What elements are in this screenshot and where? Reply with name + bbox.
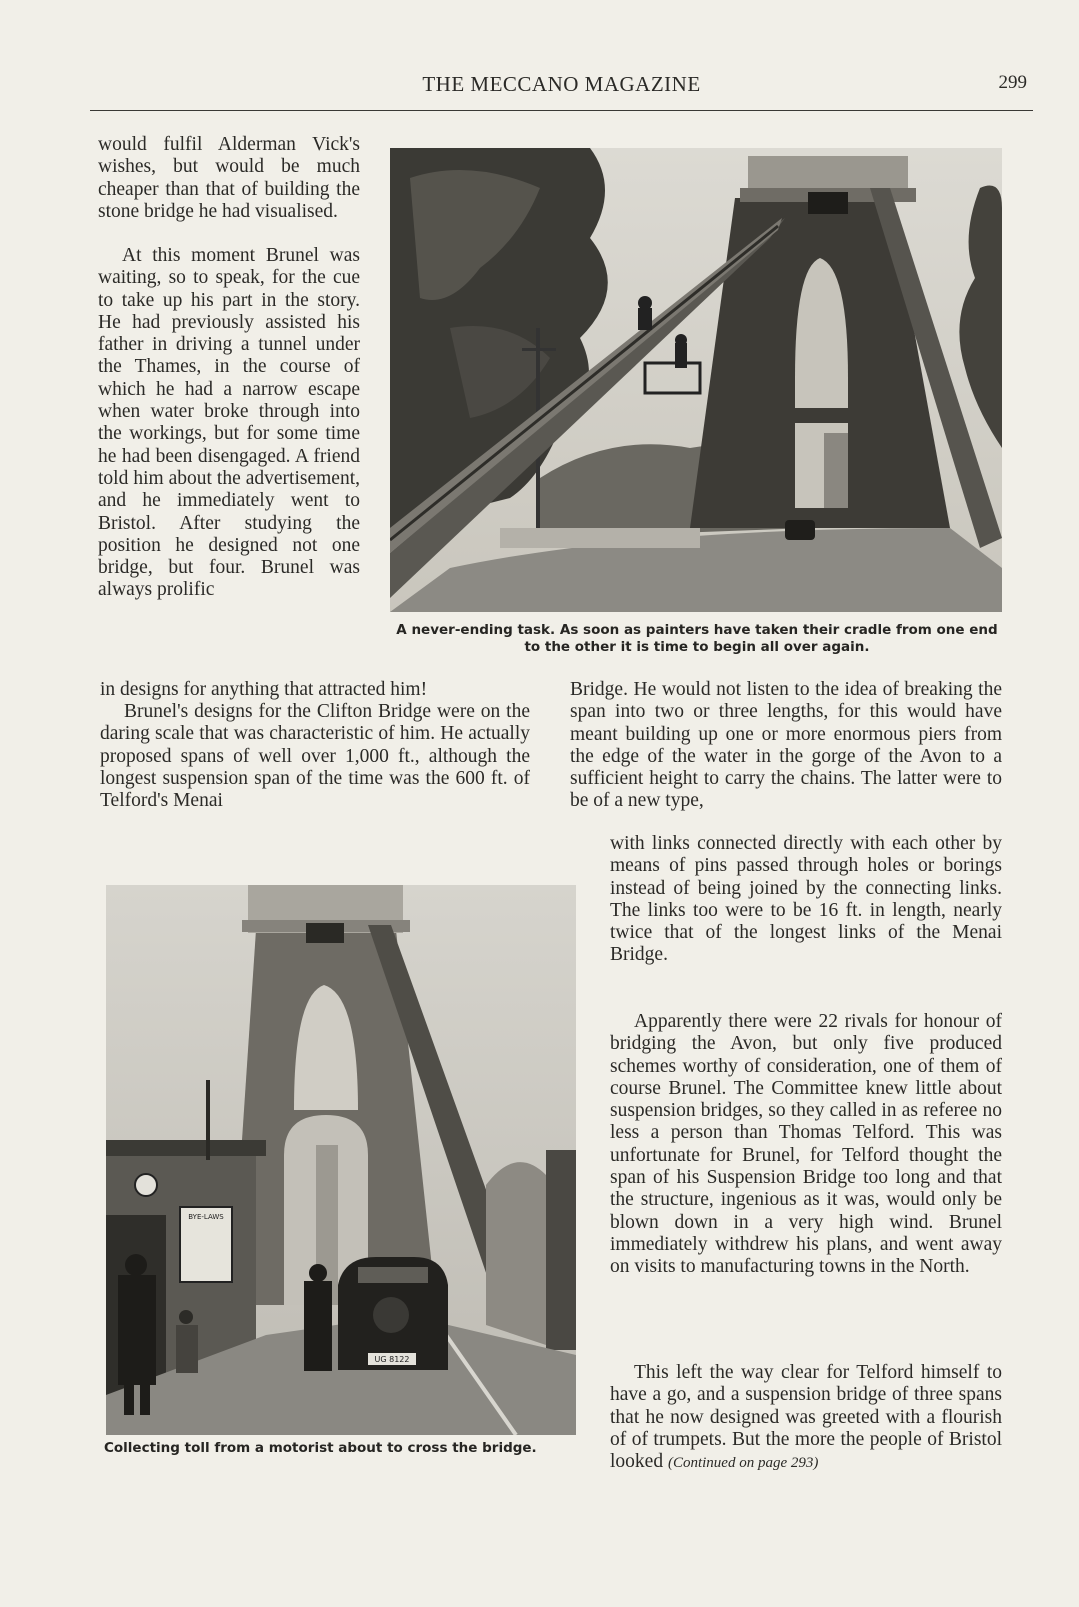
photo-toll-collection [106,885,576,1435]
bridge-tower-painters-image [390,148,1002,612]
running-header [90,70,1033,111]
continued-note: (Continued on page 293) [667,1455,819,1472]
body-paragraph-1: would fulfil Alderman Vick's wishes, but would be much cheaper than that of building the stone bridge he had visualised. [98,134,360,222]
photo-bridge-painters [390,148,1002,612]
page-number: 299 [998,72,1027,93]
body-paragraph-5: Bridge. He would not listen to the idea of breaking the span into two or three lengths, for this would have meant building up one or more enormous piers from the edge of the water in the gorge of the Avon to a sufficient height to carry the chains. The latter were to be of a new type, [570,679,1002,812]
body-paragraph-7: Apparently there were 22 rivals for honour of bridging the Avon, but only five produced schemes worthy of consideration, one of them of course Brunel. The Committee knew little about suspension bridges, so they called in as referee no less a person than Thomas Telford. This was unfortunate for Brunel, for Telford thought the span of his Suspension Bridge too long and that the structure, ingenious as it was, would only be blown down in a very high wind. Brunel immediately withdrew his plans, and went away on visits to manufacturing towns in the North. [610,1011,1002,1278]
body-paragraph-8 [610,1362,1002,1474]
toll-booth-bridge-image [106,885,576,1435]
number-plate: UG 8122 [374,1355,410,1364]
body-paragraph-3: in designs for anything that attracted him! [100,679,428,700]
caption-top-photo: A never-ending task. As soon as painters have taken their cradle from one end to the other it is time to begin all over again. [396,622,998,655]
body-paragraph-4: Brunel's designs for the Clifton Bridge were on the daring scale that was characteristic of him. He actually proposed spans of well over 1,000 ft., although the longest suspension span of the time was the 600 ft. of Telford's Menai [100,701,530,812]
magazine-title: THE MECCANO MAGAZINE [422,72,701,96]
body-paragraph-8-text: This left the way clear for Telford himself to have a go, and a suspension bridge of three spans that he now designed was greeted with a flourish of of trumpets. But the more the people of Bristol looked [610,1362,1002,1473]
body-paragraph-2: At this moment Brunel was waiting, so to speak, for the cue to take up his part in the story. He had previously assisted his father in driving a tunnel under the Thames, in the course of which he had a narrow escape when water broke through into the workings, but for some time he had been disengaged. A friend told him about the advertisement, and he immediately went to Bristol. After studying the position he designed not one bridge, but four. Brunel was always prolific [98,245,360,601]
caption-bottom-photo: Collecting toll from a motorist about to cross the bridge. [104,1440,537,1456]
bye-laws-sign: BYE-LAWS [188,1213,224,1221]
body-paragraph-6: with links connected directly with each other by means of pins passed through holes or borings instead of being joined by the connecting links. The links too were to be 16 ft. in length, nearly twice that of the longest links of the Menai Bridge. [610,833,1002,966]
